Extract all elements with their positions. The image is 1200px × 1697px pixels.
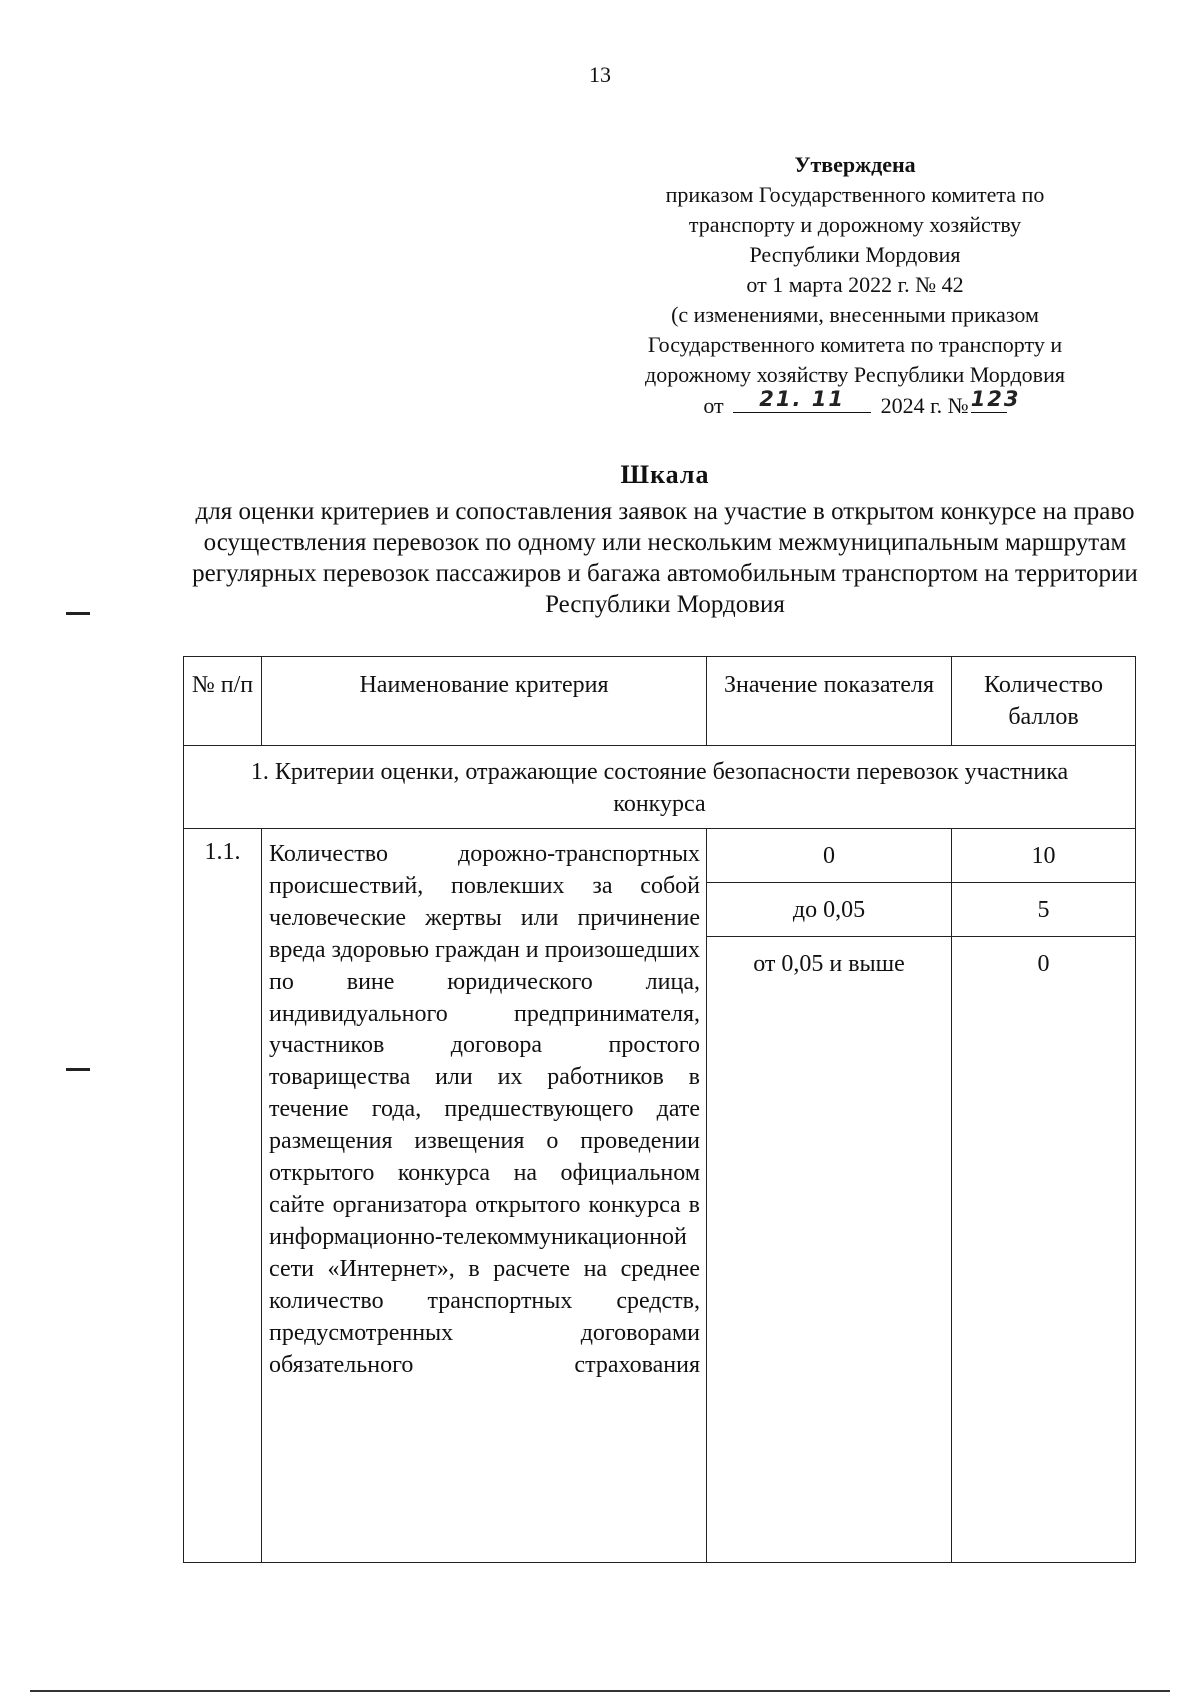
document-title: Шкала (620, 460, 710, 489)
points-option: 0 (1037, 951, 1050, 977)
margin-mark (66, 612, 90, 615)
document-subtitle: для оценки критериев и сопоставления заявок на участие в открытом конкурсе на право осуществления перевозок по одному или нескольким межмуниципальным маршрутам регулярных перевозок пассажиров и багажа автомобильным транспортом на территории Республики Мордовия (192, 498, 1138, 618)
date-blank (733, 387, 871, 413)
table-header-row (184, 657, 1136, 746)
section-row (184, 746, 1136, 829)
handwritten-number: 123 (970, 387, 1021, 411)
header-points: Количество баллов (952, 657, 1136, 746)
sign-year-label: 2024 г. № (880, 393, 969, 418)
row-number: 1.1. (184, 829, 262, 1563)
section-title: 1. Критерии оценки, отражающие состояние безопасности перевозок участника конкурса (184, 746, 1136, 829)
points-option: 5 (952, 883, 1135, 937)
points-cell (952, 829, 1136, 1563)
header-criterion: Наименование критерия (262, 657, 707, 746)
criterion-text: Количество дорожно-транспортных происшествий, повлекших за собой человеческие жертвы или причинение вреда здоровью граждан и произошедших по вине юридического лица, индивидуального предпринимателя, участников договора простого товарищества или их работников в течение года, предшествующего дате размещения извещения о проведении открытого конкурса на официальном сайте организатора открытого конкурса в информационно-телекоммуникационной сети «Интернет», в расчете на среднее количество транспортных средств, предусмотренных договорами обязательного страхования (262, 829, 707, 1563)
approval-line: Республики Мордовия (749, 242, 961, 267)
amendment-sign-line (620, 387, 1090, 421)
margin-mark (66, 1068, 90, 1071)
page-bottom-rule (30, 1690, 1170, 1692)
header-value: Значение показателя (707, 657, 952, 746)
value-cell (707, 829, 952, 1563)
approval-line: Государственного комитета по транспорту и (647, 332, 1063, 357)
approval-line: дорожному хозяйству Республики Мордовия (645, 362, 1065, 387)
criteria-table (183, 656, 1136, 1563)
approval-line: от 1 марта 2022 г. № 42 (746, 272, 964, 297)
value-option: до 0,05 (707, 883, 951, 937)
sign-from-label: от (703, 393, 724, 418)
table-row (184, 829, 1136, 1563)
handwritten-date: 21. 11 (759, 387, 846, 411)
value-option: от 0,05 и выше (753, 951, 905, 977)
approval-line: (с изменениями, внесенными приказом (671, 302, 1039, 327)
number-blank (970, 387, 1021, 413)
approval-title: Утверждена (794, 152, 916, 177)
value-option: 0 (707, 829, 951, 883)
points-option: 10 (952, 829, 1135, 883)
header-number: № п/п (184, 657, 262, 746)
approval-line: транспорту и дорожному хозяйству (688, 212, 1022, 237)
page-number: 13 (589, 62, 611, 87)
approval-line: приказом Государственного комитета по (665, 182, 1045, 207)
approval-block (620, 150, 1090, 421)
